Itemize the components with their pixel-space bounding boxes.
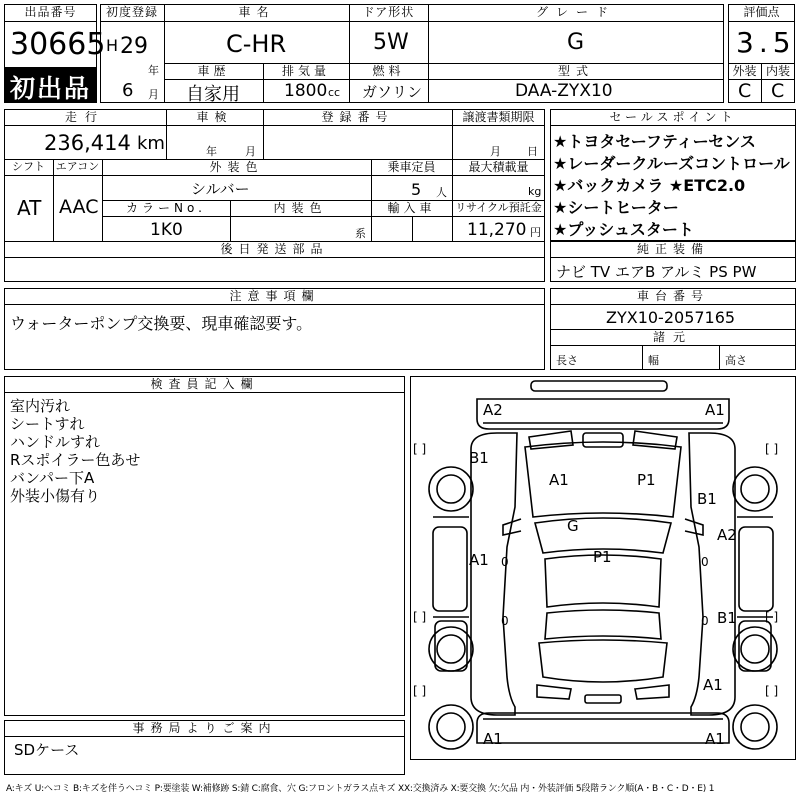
mark-rear-right-bumper: A1	[705, 730, 725, 748]
reg-month: 6	[122, 80, 134, 101]
model-code: DAA-ZYX10	[515, 81, 613, 101]
office-text: SDケース	[14, 741, 80, 759]
mark-hood-left: A1	[549, 471, 569, 489]
equipment-label: 純正装備	[636, 242, 709, 256]
mark-right-rear-door: B1	[717, 609, 737, 627]
fuel: ガソリン	[362, 83, 423, 101]
sales-point-2: ★レーダークルーズコントロール	[553, 154, 790, 173]
shift-label: シフト	[12, 160, 45, 173]
legend: A:キズ U:ヘコミ B:キズを伴うヘコミ P:要塗装 W:補修跡 S:錆 C:腐食、穴 G:フロントガラス点キズ XX:交換済み X:要交換 欠:欠品 内・外装評価 5段階ランク順(A・B・C・D・E) 1	[6, 784, 715, 794]
max-load-label: 最大積載量	[468, 160, 529, 174]
sales-point-5: ★プッシュスタート	[553, 220, 694, 239]
ac-label: エアコン	[55, 160, 100, 173]
bracket-mark: [ ]	[413, 610, 427, 624]
mark-front-left-bumper: A2	[483, 401, 503, 419]
sales-point-4: ★シートヒーター	[553, 198, 679, 217]
zero-mark: 0	[501, 614, 509, 628]
interior-color-label: 内装色	[273, 201, 328, 215]
month-unit: 月	[148, 88, 159, 101]
bracket-mark: [ ]	[765, 610, 779, 624]
first-listing-text: 初出品	[10, 74, 92, 103]
zero-mark: 0	[701, 555, 709, 569]
color: シルバー	[191, 180, 250, 198]
inspection-month-unit: 月	[245, 145, 256, 158]
interior-label: 内装	[765, 64, 790, 78]
capacity-label: 乗車定員	[387, 160, 436, 174]
car-name: C-HR	[226, 30, 287, 58]
mark-roof: P1	[593, 548, 612, 566]
exterior-grade: C	[738, 80, 752, 102]
mark-right-front-door: A2	[717, 526, 737, 544]
sales-point-3: ★バックカメラ ★ETC2.0	[553, 176, 746, 195]
inspector-line-2: シートすれ	[10, 415, 85, 433]
mark-rear-left-bumper: A1	[483, 730, 503, 748]
inspector-line-5: バンパー下A	[10, 469, 95, 487]
mileage-unit: km	[137, 133, 165, 154]
chassis-number: ZYX10-2057165	[606, 308, 736, 327]
recycle-fee: 11,270	[467, 220, 527, 240]
first-reg-label: 初度登録	[105, 5, 158, 19]
door-type: 5W	[373, 30, 409, 55]
office-label: 事務局よりご案内	[132, 721, 277, 735]
color-label: 外装色	[209, 160, 264, 174]
mark-right-quarter: A1	[703, 676, 723, 694]
notes-label: 注意事項欄	[229, 289, 320, 303]
sales-point-1: ★トヨタセーフティーセンス	[553, 132, 756, 151]
bracket-mark: [ ]	[413, 684, 427, 698]
door-label: ドア形状	[362, 5, 415, 19]
color-no: 1K0	[150, 220, 183, 240]
inspection-year-unit: 年	[206, 145, 217, 158]
notes-text: ウォーターポンプ交換要、現車確認要す。	[10, 314, 313, 333]
mark-left-front-fender: B1	[469, 449, 489, 467]
recycle-unit: 円	[530, 226, 541, 239]
sales-points-label: セールスポイント	[609, 110, 737, 124]
transfer-label: 譲渡書類期限	[462, 110, 535, 124]
plate-label: 登録番号	[321, 110, 394, 124]
history-label: 車歴	[197, 64, 230, 78]
bracket-mark: [ ]	[765, 442, 779, 456]
color-no-label: カラーNo.	[126, 201, 206, 215]
mileage-label: 走行	[64, 110, 105, 124]
import-label: 輸入車	[387, 201, 436, 215]
zero-mark: 0	[501, 555, 509, 569]
displacement: 1800	[284, 81, 328, 101]
inspector-line-1: 室内汚れ	[10, 397, 71, 415]
inspector-line-6: 外装小傷有り	[10, 487, 101, 505]
grade-label: グレード	[535, 5, 616, 19]
equipment: ナビ TV エアB アルミ PS PW	[556, 263, 757, 281]
car-name-label: 車名	[238, 5, 275, 19]
transfer-day-unit: 日	[527, 145, 538, 158]
dims-label: 諸元	[652, 330, 693, 344]
mark-hood-right: P1	[637, 471, 656, 489]
capacity-unit: 人	[436, 186, 447, 199]
year-unit: 年	[148, 64, 159, 77]
lot-number-label: 出品番号	[24, 5, 77, 19]
reg-year: 29	[120, 34, 148, 59]
grade: G	[567, 30, 585, 55]
shift: AT	[17, 196, 42, 220]
inspector-line-3: ハンドルすれ	[10, 433, 101, 451]
exterior-label: 外装	[732, 64, 757, 78]
displacement-unit: cc	[328, 86, 341, 99]
displacement-label: 排気量	[281, 64, 330, 78]
bracket-mark: [ ]	[413, 442, 427, 456]
interior-color-unit: 系	[355, 227, 366, 240]
model-code-label: 型式	[557, 64, 594, 78]
later-parts-label: 後日発送部品	[220, 242, 329, 256]
max-load-unit: kg	[528, 185, 542, 198]
width-label: 幅	[648, 354, 659, 367]
fuel-label: 燃料	[372, 64, 405, 78]
history: 自家用	[186, 84, 240, 105]
inspector-label: 検査員記入欄	[150, 377, 259, 391]
recycle-label: リサイクル預託金	[455, 201, 542, 214]
length-label: 長さ	[556, 354, 578, 367]
inspector-line-4: Rスポイラー色あせ	[10, 451, 141, 469]
score: 3.5	[736, 26, 796, 59]
transfer-month-unit: 月	[490, 145, 501, 158]
score-label: 評価点	[743, 5, 780, 19]
chassis-label: 車台番号	[636, 289, 709, 303]
ac: AAC	[59, 196, 99, 218]
mark-left-door: A1	[469, 551, 489, 569]
mark-right-front-fender: B1	[697, 490, 717, 508]
zero-mark: 0	[701, 614, 709, 628]
inspection-label: 車検	[196, 110, 233, 124]
bracket-mark: [ ]	[765, 684, 779, 698]
capacity: 5	[411, 180, 422, 199]
height-label: 高さ	[725, 354, 747, 367]
era-letter: H	[106, 36, 119, 55]
lot-number: 30665	[10, 27, 106, 62]
mileage: 236,414	[44, 131, 131, 155]
car-damage-diagram	[410, 376, 796, 760]
mark-front-right-bumper: A1	[705, 401, 725, 419]
interior-grade: C	[771, 80, 785, 102]
mark-windshield: G	[567, 517, 579, 535]
